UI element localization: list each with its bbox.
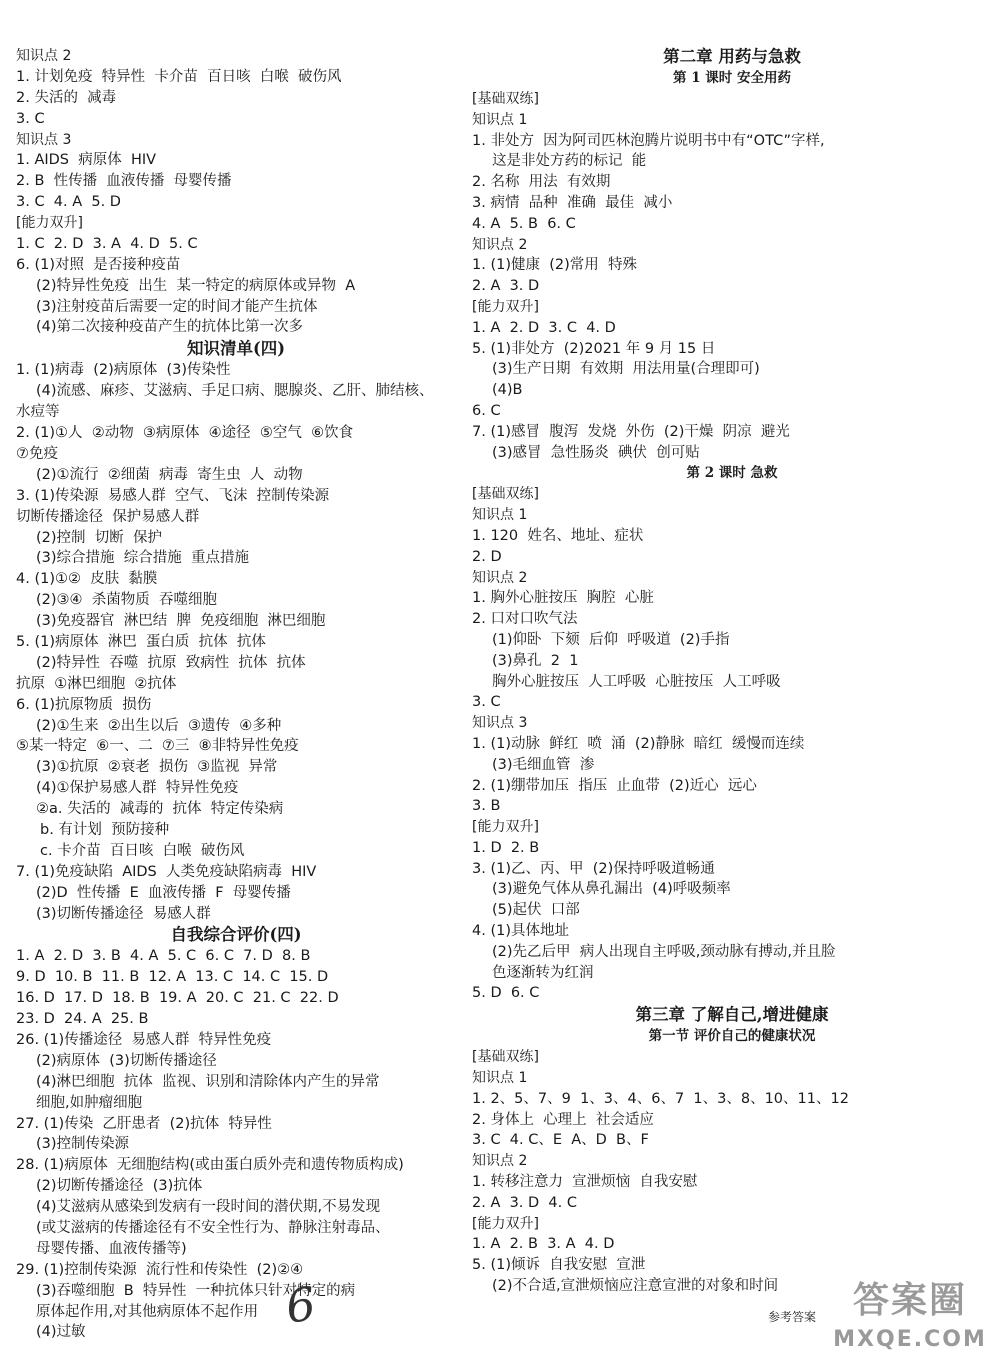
answer-line: 原体起作用,对其他病原体不起作用 — [36, 1303, 259, 1320]
section-title: 知识清单(四) — [186, 339, 286, 359]
knowledge-point-heading: 知识点 2 — [16, 48, 72, 64]
knowledge-point-heading: 知识点 2 — [472, 1153, 528, 1170]
handwritten-page-number: 6 — [282, 1276, 319, 1334]
answer-line: 1. 非处方 因为阿司匹林泡腾片说明书中有“OTC”字样, — [472, 132, 825, 149]
answer-line: (1)仰卧 下颏 后仰 呼吸道 (2)手指 — [492, 631, 730, 648]
answer-line: 3. B — [472, 798, 501, 815]
answer-line: 3. (1)乙、丙、甲 (2)保持呼吸道畅通 — [472, 860, 715, 877]
answer-line: 1. (1)病毒 (2)病原体 (3)传染性 — [16, 362, 231, 379]
answer-line: (2)①流行 ②细菌 病毒 寄生虫 人 动物 — [36, 466, 303, 483]
watermark-line-2: MXQE.COM — [833, 1327, 987, 1352]
answer-line: 2. 名称 用法 有效期 — [472, 174, 611, 191]
left-column — [16, 46, 456, 1343]
knowledge-point-heading: 知识点 1 — [472, 111, 528, 128]
answer-line: 1. D 2. B — [472, 839, 540, 856]
knowledge-point-heading: 知识点 2 — [472, 236, 528, 253]
right-column — [472, 46, 992, 1297]
answer-line: 6. (1)抗原物质 损伤 — [16, 696, 152, 713]
answer-line: 抗原 ①淋巴细胞 ②抗体 — [16, 675, 177, 692]
answer-line: (3)感冒 急性肠炎 碘伏 创可贴 — [492, 444, 700, 461]
answer-line: (3)避免气体从鼻孔漏出 (4)呼吸频率 — [492, 881, 731, 898]
answer-line: 4. A 5. B 6. C — [472, 215, 576, 232]
answer-line: (4)流感、麻疹、艾滋病、手足口病、腮腺炎、乙肝、肺结核、 — [36, 383, 434, 400]
answer-line: 2. A 3. D — [472, 278, 540, 295]
answer-line: 5. (1)倾诉 自我安慰 宣泄 — [472, 1257, 646, 1274]
answer-line: ⑦免疫 — [16, 445, 58, 462]
answer-line: (2)特异性免疫 出生 某一特定的病原体或异物 A — [36, 277, 356, 294]
answer-line: b. 有计划 预防接种 — [40, 821, 170, 838]
answer-line: 28. (1)病原体 无细胞结构(或由蛋白质外壳和遗传物质构成) — [16, 1157, 404, 1174]
answer-line: (4)过敏 — [36, 1324, 86, 1341]
answer-line: 9. D 10. B 11. B 12. A 13. C 14. C 15. D — [16, 969, 329, 986]
answer-line: 胸外心脏按压 人工呼吸 心脏按压 人工呼吸 — [492, 673, 781, 690]
answer-line: 4. (1)①② 皮肤 黏膜 — [16, 571, 158, 588]
answer-line: 3. C 4. C、E A、D B、F — [472, 1132, 649, 1149]
practice-tag: [能力双升] — [472, 819, 539, 836]
watermark-logo — [825, 1276, 995, 1362]
answer-line: (2)先乙后甲 病人出现自主呼吸,颈动脉有搏动,并且脸 — [492, 943, 836, 960]
answer-line: 1. (1)健康 (2)常用 特殊 — [472, 257, 637, 274]
answer-line: (4)艾滋病从感染到发病有一段时间的潜伏期,不易发现 — [36, 1199, 381, 1216]
answer-line: 2. (1)①人 ②动物 ③病原体 ④途径 ⑤空气 ⑥饮食 — [16, 425, 354, 442]
answer-line: (3)控制传染源 — [36, 1136, 130, 1153]
answer-line: (3)鼻孔 2 1 — [492, 652, 579, 669]
lesson-subtitle: 第 1 课时 安全用药 — [673, 70, 791, 86]
answer-line: (3)毛细血管 渗 — [492, 756, 595, 773]
answer-line: (4)淋巴细胞 抗体 监视、识别和清除体内产生的异常 — [36, 1073, 380, 1090]
answer-line: (2)控制 切断 保护 — [36, 529, 162, 546]
watermark-line-1: 答案圈 — [852, 1280, 967, 1321]
practice-tag: [能力双升] — [472, 1215, 539, 1232]
answer-line: 3. C — [472, 694, 501, 711]
answer-line: 1. 转移注意力 宣泄烦恼 自我安慰 — [472, 1174, 698, 1191]
answer-line: ②a. 失活的 减毒的 抗体 特定传染病 — [36, 801, 284, 818]
answer-line: 29. (1)控制传染源 流行性和传染性 (2)②④ — [16, 1261, 304, 1278]
answer-line: 水痘等 — [16, 404, 60, 421]
answer-line: 1. A 2. D 3. B 4. A 5. C 6. C 7. D 8. B — [16, 948, 311, 965]
answer-line: 3. 病情 品种 准确 最佳 减小 — [472, 194, 673, 211]
answer-line: (2)③④ 杀菌物质 吞噬细胞 — [36, 592, 217, 609]
practice-tag: [基础双练] — [472, 486, 539, 503]
lesson-subtitle: 第一节 评价自己的健康状况 — [648, 1028, 816, 1045]
answer-line: 2. 口对口吹气法 — [472, 611, 578, 628]
answer-line: (2)不合适,宣泄烦恼应注意宣泄的对象和时间 — [492, 1278, 779, 1295]
practice-tag: [能力双升] — [472, 298, 539, 315]
answer-line: 1. 120 姓名、地址、症状 — [472, 527, 644, 544]
answer-line: 2. D — [472, 548, 502, 565]
answer-line: 这是非处方药的标记 能 — [492, 153, 647, 170]
answer-line: 23. D 24. A 25. B — [16, 1011, 149, 1028]
practice-tag: [基础双练] — [472, 1049, 539, 1066]
answer-line: 1. 胸外心脏按压 胸腔 心脏 — [472, 590, 654, 607]
answer-line: (3)切断传播途径 易感人群 — [36, 905, 211, 922]
answer-line: (5)起伏 口部 — [492, 902, 580, 919]
answer-line: (4)第二次接种疫苗产生的抗体比第一次多 — [36, 319, 304, 336]
answer-line: (2)特异性 吞噬 抗原 致病性 抗体 抗体 — [36, 654, 306, 671]
answer-line: 1. A 2. B 3. A 4. D — [472, 1236, 615, 1253]
answer-line: (3)吞噬细胞 B 特异性 一种抗体只针对特定的病 — [36, 1282, 356, 1299]
knowledge-point-heading: 知识点 3 — [472, 715, 528, 732]
answer-line: (4)B — [492, 382, 523, 399]
answer-line: 细胞,如肿瘤细胞 — [36, 1094, 143, 1111]
footer-label: 参考答案 — [768, 1310, 817, 1324]
answer-line: 27. (1)传染 乙肝患者 (2)抗体 特异性 — [16, 1115, 272, 1132]
answer-line: 6. (1)对照 是否接种疫苗 — [16, 256, 181, 273]
answer-line: 5. (1)病原体 淋巴 蛋白质 抗体 抗体 — [16, 633, 266, 650]
answer-line: 1. 计划免疫 特异性 卡介苗 百日咳 白喉 破伤风 — [16, 68, 342, 85]
answer-line: 2. 身体上 心理上 社会适应 — [472, 1111, 654, 1128]
answer-line: 5. D 6. C — [472, 985, 540, 1002]
lesson-subtitle: 第 2 课时 急救 — [686, 465, 778, 482]
answer-line: (3)注射疫苗后需要一定的时间才能产生抗体 — [36, 298, 318, 315]
answer-line: 6. C — [472, 402, 501, 419]
knowledge-point-heading: 知识点 1 — [472, 507, 528, 524]
answer-line: 2. B 性传播 血液传播 母婴传播 — [16, 173, 232, 190]
answer-line: 2. 失活的 减毒 — [16, 89, 117, 106]
answer-line: 3. C — [16, 110, 45, 127]
answer-line: 26. (1)传播途径 易感人群 特异性免疫 — [16, 1031, 272, 1048]
answer-line: 切断传播途径 保护易感人群 — [16, 508, 200, 525]
answer-line: (或艾滋病的传播途径有不安全性行为、静脉注射毒品、 — [36, 1220, 390, 1236]
knowledge-point-heading: 知识点 3 — [16, 131, 72, 148]
answer-line: (2)切断传播途径 (3)抗体 — [36, 1178, 203, 1195]
answer-line: (3)免疫器官 淋巴结 脾 免疫细胞 淋巴细胞 — [36, 613, 326, 630]
answer-line: 1. AIDS 病原体 HIV — [16, 152, 157, 169]
section-title: 第三章 了解自己,增进健康 — [635, 1005, 829, 1025]
section-title: 第二章 用药与急救 — [663, 47, 801, 66]
answer-line: (2)D 性传播 E 血液传播 F 母婴传播 — [36, 884, 291, 901]
answer-line: 色逐渐转为红润 — [492, 964, 594, 981]
practice-tag: [基础双练] — [472, 91, 539, 107]
answer-line: 7. (1)感冒 腹泻 发烧 外伤 (2)干燥 阴凉 避光 — [472, 423, 790, 440]
answer-line: 1. A 2. D 3. C 4. D — [472, 319, 616, 336]
answer-line: 4. (1)具体地址 — [472, 923, 569, 940]
section-title: 自我综合评价(四) — [170, 925, 302, 945]
answer-line: 3. C 4. A 5. D — [16, 194, 121, 211]
answer-line: (3)综合措施 综合措施 重点措施 — [36, 550, 249, 567]
answer-line: 7. (1)免疫缺陷 AIDS 人类免疫缺陷病毒 HIV — [16, 863, 317, 880]
knowledge-point-heading: 知识点 2 — [472, 569, 528, 586]
answer-line: 2. A 3. D 4. C — [472, 1194, 577, 1211]
answer-line: (2)①生来 ②出生以后 ③遗传 ④多种 — [36, 717, 282, 734]
answer-line: (3)生产日期 有效期 用法用量(合理即可) — [492, 361, 760, 378]
answer-line: (4)①保护易感人群 特异性免疫 — [36, 780, 239, 797]
answer-line: c. 卡介苗 百日咳 白喉 破伤风 — [40, 842, 245, 859]
answer-line: 1. 2、5、7、9 1、3、4、6、7 1、3、8、10、11、12 — [472, 1090, 849, 1107]
answer-line: ⑤某一特定 ⑥一、二 ⑦三 ⑧非特异性免疫 — [16, 738, 299, 755]
answer-line: 5. (1)非处方 (2)2021 年 9 月 15 日 — [472, 340, 716, 357]
answer-line: (2)病原体 (3)切断传播途径 — [36, 1052, 217, 1069]
answer-line: (3)①抗原 ②衰老 损伤 ③监视 异常 — [36, 759, 278, 776]
practice-tag: [能力双升] — [16, 215, 83, 232]
answer-line: 2. (1)绷带加压 指压 止血带 (2)近心 远心 — [472, 777, 757, 794]
knowledge-point-heading: 知识点 1 — [472, 1070, 528, 1087]
answer-line: 16. D 17. D 18. B 19. A 20. C 21. C 22. D — [16, 990, 339, 1007]
answer-line: 1. (1)动脉 鲜红 喷 涌 (2)静脉 暗红 缓慢而连续 — [472, 735, 805, 752]
answer-line: 1. C 2. D 3. A 4. D 5. C — [16, 235, 198, 252]
answer-line: 3. (1)传染源 易感人群 空气、飞沫 控制传染源 — [16, 487, 330, 504]
answer-line: 母婴传播、血液传播等) — [36, 1240, 187, 1257]
